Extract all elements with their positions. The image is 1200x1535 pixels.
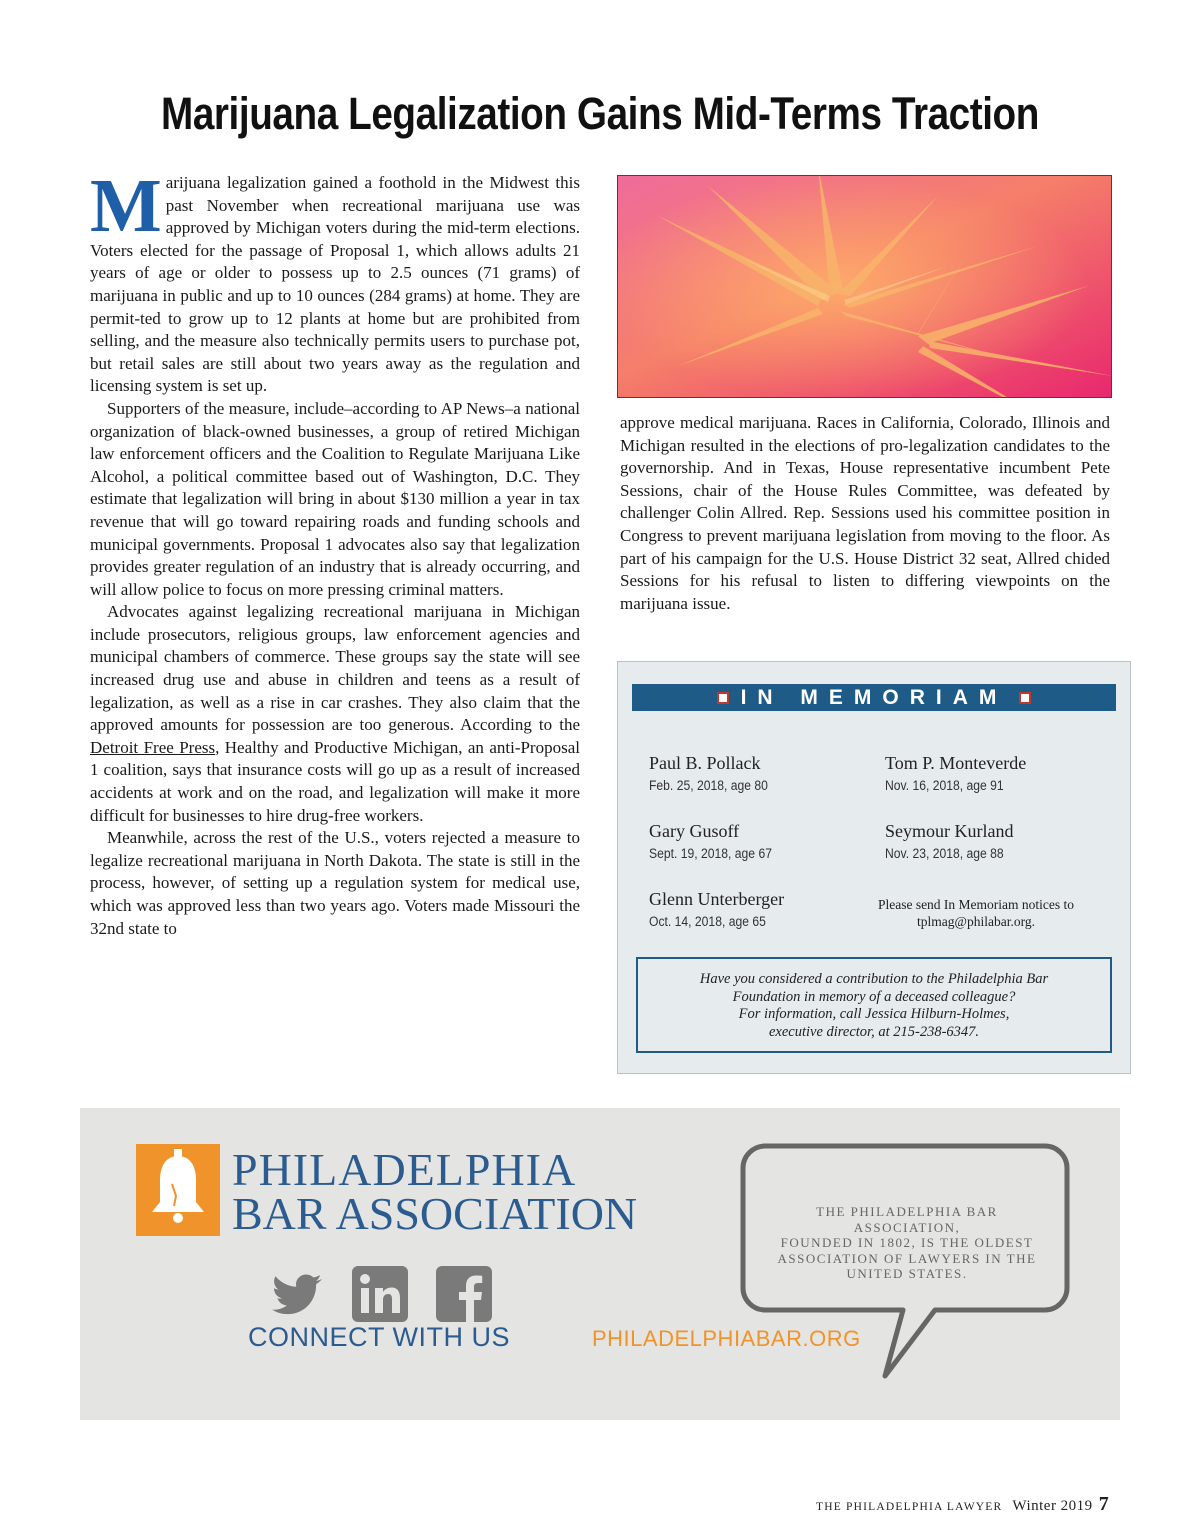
page-number: 7	[1098, 1493, 1109, 1515]
article-column-left	[90, 164, 580, 940]
memoriam-notice: Please send In Memoriam notices to tplmag@philabar.org.	[877, 897, 1075, 929]
liberty-bell-logo-icon	[136, 1144, 220, 1236]
article-paragraph-1: Marijuana legalization gained a foothold in the Midwest this past November when recreational marijuana use was approved by Michigan voters during the mid-term elections. Voters elected for the passage of Proposal 1, which allows adults 21 years of age or older to possess up to 2.5 ounces (71 grams) of marijuana in public and up to 10 ounces (284 grams) at home. They are permit-ted to grow up to 12 plants at home but are prohibited from selling, and the measure also technically permits users to purchase pot, but retail sales are still about two years away as the regulation and licensing system is set up.	[90, 164, 580, 396]
article-column-right	[620, 412, 1110, 615]
foundation-contribution-box: Have you considered a contribution to the Philadelphia Bar Foundation in memory of a deceased colleague? For information, call Jessica Hilburn-Holmes, executive director, at 215-238-6347.	[636, 957, 1112, 1053]
memoriam-entry: Paul B. Pollack Feb. 25, 2018, age 80	[649, 753, 768, 793]
page-footer	[816, 1493, 1136, 1516]
linkedin-icon[interactable]	[352, 1266, 408, 1322]
memoriam-entry: Seymour Kurland Nov. 23, 2018, age 88	[885, 821, 1014, 861]
cannabis-leaf-photo	[617, 175, 1112, 398]
square-bullet-icon	[1019, 692, 1031, 704]
org-name-line1: PHILADELPHIA	[232, 1144, 577, 1195]
memoriam-entry: Glenn Unterberger Oct. 14, 2018, age 65	[649, 889, 785, 929]
memoriam-entry: Tom P. Monteverde Nov. 16, 2018, age 91	[885, 753, 1027, 793]
article-paragraph-3: Advocates against legalizing recreational marijuana in Michigan include prosecutors, religious groups, law enforcement agencies and municipal chambers of commerce. These groups say the state will see increased drug use and abuse in children and teens as a result of legalization, as well as a rise in car crashes. They also claim that the approved amounts for possession are too generous. According to the Detroit Free Press, Healthy and Productive Michigan, an anti-Proposal 1 coalition, says that insurance costs will go up as a result of increased accidents at work and on the road, and legalization will make it more difficult for businesses to hire drug-free workers.	[90, 602, 580, 825]
issue-season: Winter 2019	[1012, 1498, 1093, 1514]
memoriam-entry: Gary Gusoff Sept. 19, 2018, age 67	[649, 821, 772, 861]
square-bullet-icon	[717, 692, 729, 704]
in-memoriam-header: IN MEMORIAM	[632, 684, 1116, 711]
detroit-free-press-ref: Detroit Free Press	[90, 737, 216, 757]
article-paragraph-2: Supporters of the measure, include–according to AP News–a national organization of black-owned businesses, a group of retired Michigan law enforcement officers and the Coalition to Regulate Marijuana Like Alcohol, a political committee based out of Washington, D.C. They estimate that legalization will bring in about $130 million a year in tax revenue that will go toward repairing roads and funding schools and municipal governments. Proposal 1 advocates also say that legalization provides greater regulation of an industry that is already occurring, and will allow police to focus on more pressing criminal matters.	[90, 398, 580, 599]
bubble-text: THE PHILADELPHIA BAR ASSOCIATION, FOUNDED IN 1802, IS THE OLDEST ASSOCIATION OF LAWYERS IN THE UNITED STATES.	[777, 1204, 1037, 1281]
article-paragraph-5: approve medical marijuana. Races in California, Colorado, Illinois and Michigan resulted in the elections of pro-legalization candidates to the governorship. And in Texas, House representative incumbent Pete Sessions, chair of the House Rules Committee, was defeated by challenger Colin Allred. Rep. Sessions used his committee position in Congress to prevent marijuana legislation from moving to the floor. As part of his campaign for the U.S. House District 32 seat, Allred chided Sessions for his refusal to listen to differing viewpoints on the marijuana issue.	[620, 413, 1110, 613]
bar-association-ad	[80, 1108, 1120, 1420]
twitter-icon[interactable]	[272, 1273, 324, 1317]
article-headline: Marijuana Legalization Gains Mid-Terms Traction	[161, 88, 1039, 139]
article-paragraph-4: Meanwhile, across the rest of the U.S., voters rejected a measure to legalize recreational marijuana in North Dakota. The state is still in the process, however, of setting up a regulation system for medical use, which was approved less than two years ago. Voters made Missouri the 32nd state to	[90, 828, 580, 938]
website-link[interactable]: PHILADELPHIABAR.ORG	[592, 1326, 861, 1351]
connect-with-us-label: CONNECT WITH US	[248, 1322, 510, 1352]
publication-name: THE PHILADELPHIA LAWYER	[816, 1501, 1003, 1513]
org-name-line2: BAR ASSOCIATION	[232, 1188, 638, 1239]
facebook-icon[interactable]	[436, 1266, 492, 1322]
drop-cap: M	[90, 164, 162, 248]
in-memoriam-panel	[617, 661, 1131, 1074]
